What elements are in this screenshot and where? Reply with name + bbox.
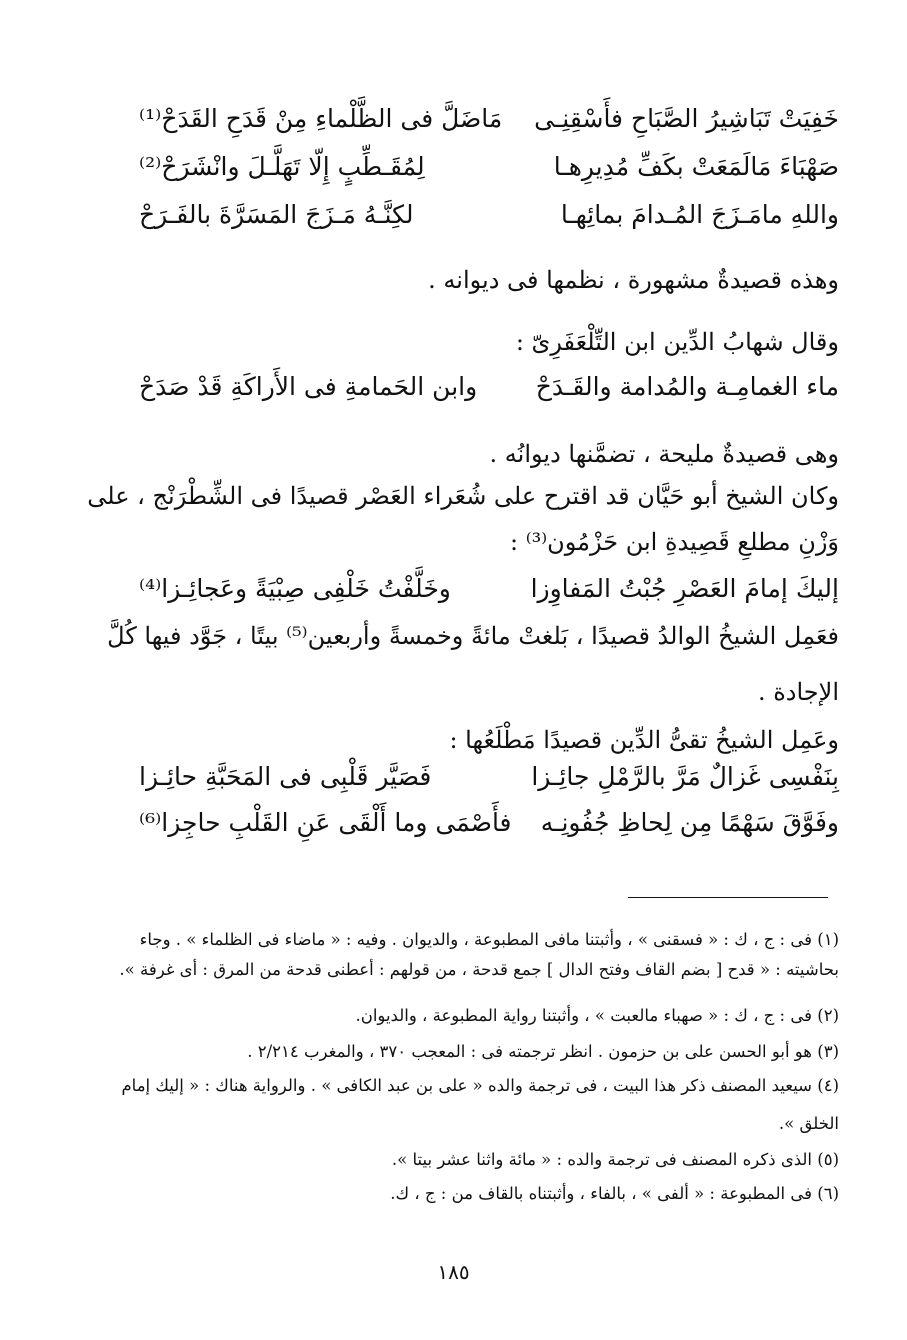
paragraph: وعَمِل الشيخُ تقىُّ الدِّين قصيدًا مَطْلَعُها : [449, 726, 839, 754]
paragraph: وهى قصيدةٌ مليحة ، تضمَّنها ديوانُه . [489, 440, 839, 468]
verse-first-hemistich: وفَوَّقَ سَهْمًا مِن لِحاظِ جُفُونِـه [540, 808, 839, 837]
verse-line [139, 574, 839, 603]
footnote: (١) فى : ج ، ك : « فسقنى » ، وأثبتنا مافى المطبوعة ، والديوان . وفيه : « ماضاء فى الظلماء » . وجاء [139, 930, 839, 949]
verse-line [139, 372, 839, 401]
verse-line [139, 200, 839, 229]
page-number: ١٨٥ [437, 1260, 470, 1284]
verse-second-hemistich: لكِنَّـهُ مَـزَجَ المَسَرَّةَ بالفَـرَحْ [139, 200, 414, 229]
verse-second-hemistich: وابن الحَمامةِ فى الأَراكَةِ قَدْ صَدَحْ [139, 372, 478, 401]
footnote: (٥) الذى ذكره المصنف فى ترجمة والده : « مائة واثنا عشر بيتا ». [391, 1150, 839, 1169]
verse-first-hemistich: خَفِيَتْ تَبَاشِيرُ الصَّبَاحِ فأَسْقِنِـى [534, 104, 839, 133]
verse-second-hemistich: فَصَيَّر قَلْبِى فى المَحَبَّةِ حائِـزا [139, 762, 432, 791]
footnote: (٦) فى المطبوعة : « ألفى » ، بالفاء ، وأثبتناه بالقاف من : ج ، ك. [390, 1184, 839, 1203]
paragraph: وهذه قصيدةٌ مشهورة ، نظمها فى ديوانه . [428, 266, 839, 294]
verse-first-hemistich: صَهْبَاءَ مَالَمَعَتْ بكَفِّ مُدِيرِهـا [553, 152, 839, 181]
paragraph: فعَمِل الشيخُ الوالدُ قصيدًا ، بَلغتْ مائةً وخمسةً وأربعين⁽⁵⁾ بيتًا ، جَوَّد فيها كُلَّ [107, 622, 839, 650]
footnote: (٤) سيعيد المصنف ذكر هذا البيت ، فى ترجمة والده « على بن عبد الكافى » . والرواية هناك : « إليك إمام [121, 1076, 839, 1095]
verse-line [139, 104, 839, 133]
verse-first-hemistich: واللهِ مامَـزَجَ المُـدامَ بمائِهـا [560, 200, 839, 229]
verse-second-hemistich: لِمُقَـطِّبٍ إِلّا تَهَلَّـلَ وانْشَرَحْ⁽²⁾ [139, 152, 425, 181]
verse-line [139, 152, 839, 181]
verse-line [139, 808, 839, 837]
paragraph: وقال شهابُ الدِّين ابن التِّلْعَفَرِىّ : [515, 328, 839, 356]
paragraph: الإجادة . [757, 678, 839, 706]
verse-second-hemistich: فأَصْمَى وما أَلْقَى عَنِ القَلْبِ حاجِزا⁽⁶⁾ [139, 808, 512, 837]
verse-second-hemistich: مَاضَلَّ فى الظَّلْماءِ مِنْ قَدَحِ القَدَحْ⁽¹⁾ [139, 104, 503, 133]
paragraph: وكان الشيخ أبو حَيَّان قد اقترح على شُعَراء العَصْر قصيدًا فى الشِّطْرَنْج ، على [87, 482, 839, 510]
paragraph: وَزْنِ مطلعِ قَصِيدةِ ابن حَزْمُون⁽³⁾ : [510, 528, 839, 556]
verse-first-hemistich: إليكَ إمامَ العَصْرِ جُبْتُ المَفاوِزا [530, 574, 839, 603]
footnote-separator [628, 897, 828, 898]
verse-first-hemistich: ماء الغمامِـة والمُدامة والقَـدَحْ [535, 372, 839, 401]
verse-second-hemistich: وخَلَّفْتُ خَلْفِى صِبْيَةً وعَجائِـزا⁽⁴⁾ [139, 574, 451, 603]
footnote: (٢) فى : ج ، ك : « صهباء مالعبت » ، وأثبتنا رواية المطبوعة ، والديوان. [355, 1006, 839, 1025]
footnote: بحاشيته : « قدح [ بضم القاف وفتح الدال ] جمع قدحة ، من قولهم : أعطنى قدحة من المرق : أى غرفة ». [119, 960, 839, 979]
verse-first-hemistich: بِنَفْسِى غَزالٌ مَرَّ بالرَّمْلِ جائِـزا [531, 762, 839, 791]
verse-line [139, 762, 839, 791]
footnote: (٣) هو أبو الحسن على بن حزمون . انظر ترجمته فى : المعجب ٣٧٠ ، والمغرب ٢/٢١٤ . [247, 1042, 839, 1061]
footnote: الخلق ». [778, 1114, 839, 1133]
